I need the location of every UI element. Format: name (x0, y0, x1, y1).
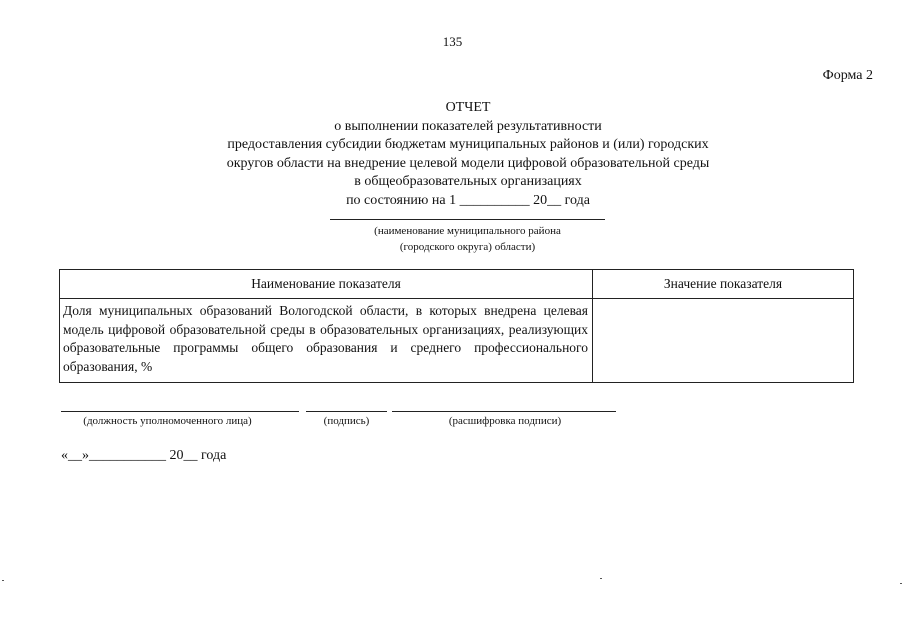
title-line-6: по состоянию на 1 __________ 20__ года (346, 192, 590, 208)
signature-caption: (подпись) (323, 415, 370, 427)
scan-mark (600, 578, 602, 579)
title-line-4: округов области на внедрение целевой модели цифровой образовательной среды (226, 155, 710, 171)
municipality-caption (300, 223, 635, 255)
header-indicator-value: Значение показателя (593, 270, 854, 299)
title-line-3: предоставления субсидии бюджетам муниципальных районов и (или) городских (227, 137, 709, 152)
indicator-table (59, 269, 854, 383)
title-line-5: в общеобразовательных организациях (354, 174, 582, 189)
page-number: 135 (442, 34, 463, 49)
municipality-name-line[interactable] (330, 219, 605, 220)
indicator-value-cell[interactable] (593, 299, 854, 383)
table-header-row (60, 270, 854, 299)
scan-mark (900, 583, 902, 584)
position-line[interactable] (61, 411, 299, 412)
decryption-caption: (расшифровка подписи) (448, 415, 562, 427)
date-line: «__»___________ 20__ года (61, 448, 227, 463)
table-row (60, 299, 854, 383)
header-indicator-name: Наименование показателя (60, 270, 593, 299)
position-caption: (должность уполномоченного лица) (83, 415, 252, 427)
indicator-name-cell: Доля муниципальных образований Вологодской области, в которых внедрена целевая модель цифровой образовательной среды в образовательных организациях, реализующих образовательные программы общего образования и среднего профессионального образования, % (60, 299, 593, 383)
municipality-caption-line-2: (городского округа) области) (399, 241, 536, 253)
scan-mark (2, 580, 4, 581)
report-title (140, 99, 796, 210)
title-line-1: ОТЧЕТ (445, 100, 491, 115)
signature-line[interactable] (306, 411, 387, 412)
form-label: Форма 2 (822, 68, 873, 83)
municipality-caption-line-1: (наименование муниципального района (374, 225, 561, 237)
decryption-line[interactable] (392, 411, 616, 412)
title-line-2: о выполнении показателей результативности (334, 118, 602, 134)
